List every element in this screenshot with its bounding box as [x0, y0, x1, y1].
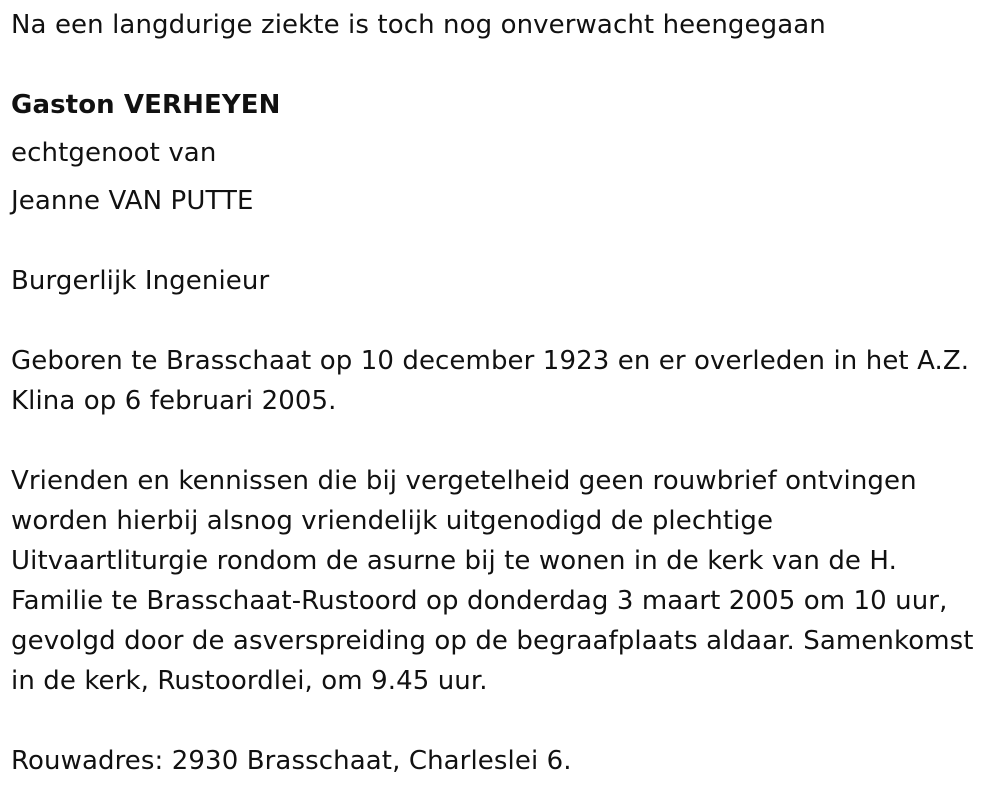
profession-text: Burgerlijk Ingenieur — [11, 266, 270, 296]
invitation-line: Familie te Brasschaat-Rustoord op donderdag 3 maart 2005 om 10 uur, — [11, 586, 948, 616]
mourning-address: Rouwadres: 2930 Brasschaat, Charleslei 6. — [11, 746, 572, 776]
invitation-line: gevolgd door de asverspreiding op de begraafplaats aldaar. Samenkomst — [11, 626, 974, 656]
birth-death-line: Geboren te Brasschaat op 10 december 1923 en er overleden in het A.Z. — [11, 346, 970, 376]
relation-text: echtgenoot van — [11, 138, 217, 168]
intro-text: Na een langdurige ziekte is toch nog onverwacht heengegaan — [11, 10, 826, 40]
deceased-name: Gaston VERHEYEN — [11, 90, 281, 120]
invitation-line: Vrienden en kennissen die bij vergetelheid geen rouwbrief ontvingen — [11, 466, 917, 496]
invitation-line: Uitvaartliturgie rondom de asurne bij te wonen in de kerk van de H. — [11, 546, 897, 576]
birth-death-line: Klina op 6 februari 2005. — [11, 386, 337, 416]
spouse-name: Jeanne VAN PUTTE — [11, 186, 254, 216]
invitation-line: worden hierbij alsnog vriendelijk uitgenodigd de plechtige — [11, 506, 774, 536]
invitation-line: in de kerk, Rustoordlei, om 9.45 uur. — [11, 666, 488, 696]
